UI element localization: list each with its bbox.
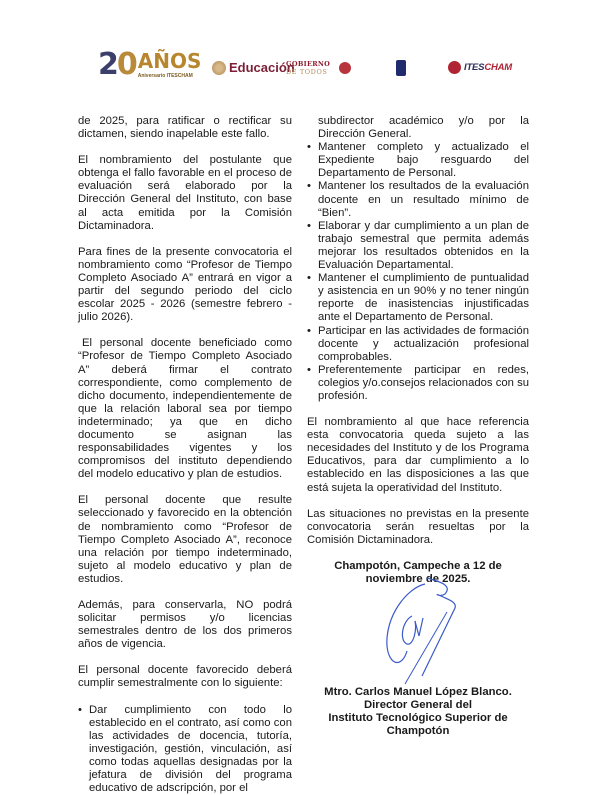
bullet-icon: • xyxy=(307,324,311,337)
paragraph: El personal docente favorecido deberá cumplir semestralmente con lo siguiente: xyxy=(78,664,292,690)
list-item xyxy=(307,141,529,180)
list-item-text: Preferentemente participar en redes, colegios y/o.consejos relacionados con su profesión. xyxy=(318,363,530,402)
education-logo xyxy=(212,60,295,75)
tecnm-emblem-icon xyxy=(396,60,406,76)
itescham-logo xyxy=(448,61,512,74)
itescham-label: ITESCHAM xyxy=(464,62,513,73)
list-item-text: Dar cumplimiento con todo lo establecido en el contrato, así como con las actividades de docencia, tutoría, investigación, gestión, vinculación, así como todas aquellas designadas por la jefatura de división del programa educativo de adscripción, por el xyxy=(89,703,292,795)
right-column xyxy=(307,115,529,738)
signature-area xyxy=(307,586,529,686)
paragraph: El personal docente beneficiado como “Profesor de Tiempo Completo Asociado A” deberá firmar el contrato correspondiente, como complemento de dicho documento, independientemente de que la relación laboral sea por tiempo indeterminado; ya que en dicho documento se asignan las responsabilidades vigentes y los compromisos del instituto dependiendo del modelo educativo y plan de estudios. xyxy=(78,337,292,481)
tecnm-label xyxy=(409,66,437,70)
bullet-icon: • xyxy=(307,272,311,285)
national-seal-icon xyxy=(212,61,226,75)
place-date-line2: noviembre de 2025. xyxy=(365,573,471,585)
anniversary-logo xyxy=(98,47,202,82)
obligations-list-continued xyxy=(307,141,529,403)
paragraph: de 2025, para ratificar o rectificar su dictamen, siendo inapelable este fallo. xyxy=(78,115,292,141)
list-item-text: Mantener los resultados de la evaluación docente en un resultado mínimo de “Bien”. xyxy=(318,180,529,219)
list-item xyxy=(307,220,529,272)
itescham-emblem-icon xyxy=(448,61,461,74)
list-item-text: Mantener completo y actualizado el Expediente bajo resguardo del Departamento de Personal. xyxy=(318,141,529,180)
signer-block xyxy=(307,686,529,738)
gobierno-line1: GOBIERNO xyxy=(286,60,331,68)
paragraph: El nombramiento del postulante que obtenga el fallo favorable en el proceso de evaluación será elaborado por la Dirección General del Instituto, con base al acta emitida por la Comisión Dictaminadora. xyxy=(78,154,292,232)
paragraph: El personal docente que resulte seleccionado y favorecido en la obtención de nombramiento como “Profesor de Tiempo Completo Asociado A”, reconoce una relación por tiempo indeterminado, sujeto al modelo educativo y plan de estudios. xyxy=(78,494,292,585)
bullet-icon: • xyxy=(307,180,311,193)
gobierno-line2: DE TODOS xyxy=(286,68,328,76)
list-item-continuation: subdirector académico y/o por la Dirección General. xyxy=(318,115,529,141)
paragraph: El nombramiento al que hace referencia esta convocatoria queda sujeto a las necesidades del Instituto y de los Programa Educativos, para dar cumplimiento a lo establecido en las disposiciones a las que está sujeta la operatividad del Instituto. xyxy=(307,416,529,494)
signer-name: Mtro. Carlos Manuel López Blanco. xyxy=(324,686,512,699)
list-item xyxy=(307,272,529,324)
secretariat-emblem-icon xyxy=(339,62,351,74)
tecnm-logo xyxy=(396,60,437,76)
education-label: Educación xyxy=(229,60,295,75)
handwritten-signature xyxy=(367,576,477,686)
paragraph: Las situaciones no previstas en la presente convocatoria serán resueltas por la Comisión Dictaminadora. xyxy=(307,507,529,546)
left-column xyxy=(78,115,292,795)
list-item-text: Elaborar y dar cumplimiento a un plan de trabajo semestral que permita además mejorar los resultados obtenidos en la Evaluación Departamental. xyxy=(318,219,529,272)
list-item-text: Mantener el cumplimiento de puntualidad y asistencia en un 90% y no tener ningún reporte de inasistencias injustificadas ante el Departamento de Personal. xyxy=(318,272,529,324)
list-item xyxy=(307,325,529,364)
obligations-list xyxy=(78,704,292,795)
bullet-icon: • xyxy=(307,141,311,154)
list-item xyxy=(307,180,529,219)
list-item xyxy=(78,704,292,795)
signer-title: Director General del xyxy=(364,699,472,712)
state-secretariat-logo xyxy=(339,62,380,74)
paragraph: Para fines de la presente convocatoria el nombramiento como “Profesor de Tiempo Completo Asociado A” entrará en vigor a partir del segundo periodo del ciclo escolar 2025 - 2026 (semestre febrero - julio 2026). xyxy=(78,245,292,324)
bullet-icon: • xyxy=(307,219,311,232)
secretariat-label xyxy=(354,66,380,70)
paragraph: Además, para conservarla, NO podrá solicitar permisos y/o licencias semestrales dentro de los dos primeros años de vigencia. xyxy=(78,599,292,651)
signer-institution-city: Champotón xyxy=(386,725,450,738)
bullet-icon: • xyxy=(307,363,311,376)
list-item-text: Participar en las actividades de formación docente y actualización profesional comprobables. xyxy=(318,324,529,363)
place-date-line1: Champotón, Campeche a 12 de xyxy=(334,559,502,572)
anniversary-subtitle: Aniversario ITESCHAM xyxy=(137,73,193,79)
gobierno-logo xyxy=(286,60,330,76)
anniversary-word: AÑOS xyxy=(137,49,202,73)
signer-institution: Instituto Tecnológico Superior de xyxy=(328,712,508,725)
list-item xyxy=(307,364,529,403)
bullet-icon: • xyxy=(78,703,82,716)
letterhead xyxy=(0,48,612,96)
anniversary-number: 20 xyxy=(98,47,136,82)
